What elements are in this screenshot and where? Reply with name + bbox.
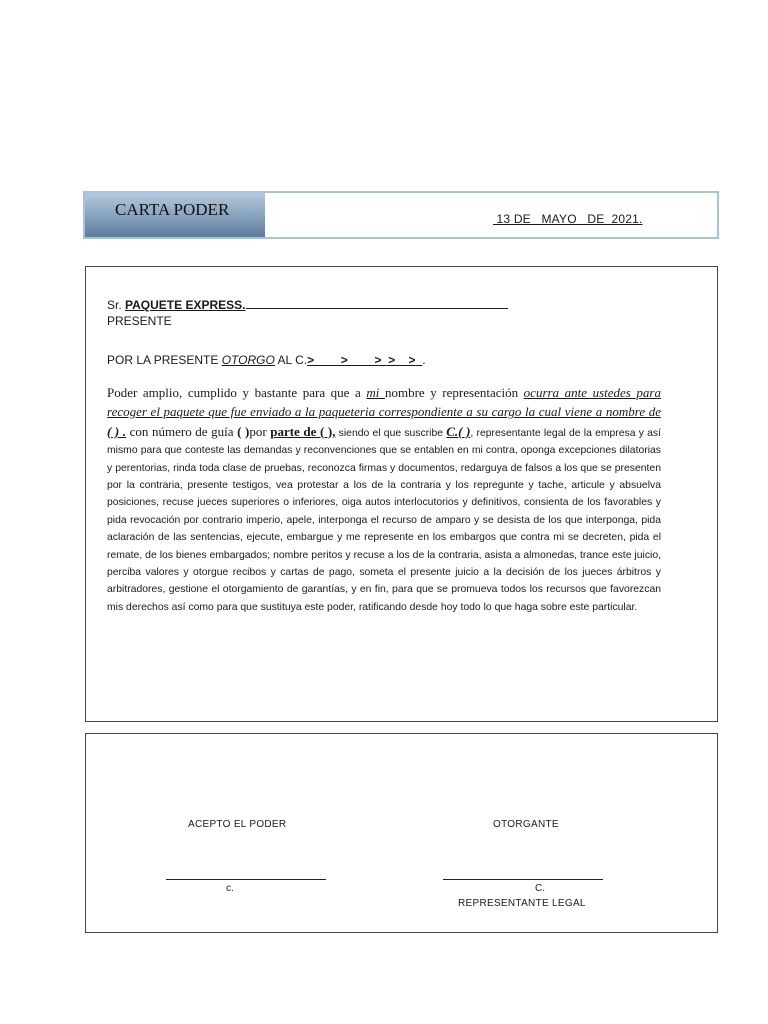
nombre-blank: ( ) . (107, 423, 127, 439)
addressee-line (107, 297, 508, 313)
document-title: CARTA PODER (115, 200, 230, 219)
signature-box (85, 733, 718, 933)
addressee-prefix: Sr. (107, 298, 122, 312)
left-signature-line (166, 879, 326, 880)
guia-text: con número de guía (126, 423, 238, 439)
right-c-label: C. (535, 883, 545, 894)
acepto-label: ACEPTO EL PODER (188, 819, 287, 830)
paragraph-representation: nombre y representación (384, 385, 524, 400)
document-date: 13 DE MAYO DE 2021. (493, 212, 643, 226)
paragraph-rest: , representante legal de la empresa y así mismo para que conteste las demandas y reconvenciones que se entablen en mi contra, oponga excepciones dilatorias y perentorias, rinda toda clase de pruebas, reconozca firmas y documentos, redarguya de falsos a los que se presenten por la contraria, presente testigos, vea protestar a los de la contraria y los repregunte y tache, articule y absuelva posiciones, recuse jueces superiores o inferiores, oiga autos interlocutorios y definitivos, consienta de los favorables y pida revocación por contrario imperio, apele, interponga el recurso de amparo y se desista de los que interponga, pida aclaración de las sentencias, ejecute, embargue y me represente en los embargos que contra mi se decreten, pida el remate, de los bienes embargados; nombre peritos y recuse a los de la contraria, asista a almonedas, trance este juicio, perciba valores y otorgue recibos y cartas de pago, someta el presente juicio a la decisión de los jueces árbitros y arbitradores, gestione el otorgamiento de garantías, y en fin, para que se promueva todos los recursos que favorezcan mis derechos así como para que sustituya este poder, ratificando desde hoy todo lo que haga sobre este particular. (107, 427, 661, 613)
header-title-tab (85, 193, 265, 237)
mi-blank: mi (366, 385, 385, 400)
por-text: por (249, 423, 271, 439)
guia-blank: ( ) (237, 423, 250, 439)
parte-de-blank: parte de ( ), (270, 423, 336, 439)
addressee-name: PAQUETE EXPRESS. (125, 298, 246, 312)
al-c-text: AL C. (274, 353, 308, 367)
addressee-blank-line (246, 297, 508, 309)
ocurra-text: ocurra ante ustedes para recoger el paquete que fue enviado a la paqueteria correspondiente a su cargo la cual viene a nombre de (107, 385, 661, 420)
otorgante-label: OTORGANTE (493, 819, 559, 830)
document-header (83, 191, 719, 239)
otorgo-text: OTORGO (221, 353, 275, 367)
letter-body-box (85, 266, 718, 722)
presente-label: PRESENTE (107, 314, 172, 328)
siendo-text: siendo el que suscribe (335, 427, 447, 439)
representante-legal-label: REPRESENTANTE LEGAL (458, 898, 586, 909)
al-c-end: . (422, 353, 426, 367)
por-la-presente-text: POR LA PRESENTE (107, 353, 222, 367)
left-c-label: c. (226, 883, 234, 894)
por-la-presente-line (107, 353, 426, 367)
poder-paragraph (107, 384, 661, 616)
c-blank: C.( ) (446, 423, 471, 439)
right-signature-line (443, 879, 603, 880)
al-c-blanks: >____>____>_>__>_ (307, 353, 423, 367)
paragraph-intro: Poder amplio, cumplido y bastante para que a (107, 385, 367, 400)
